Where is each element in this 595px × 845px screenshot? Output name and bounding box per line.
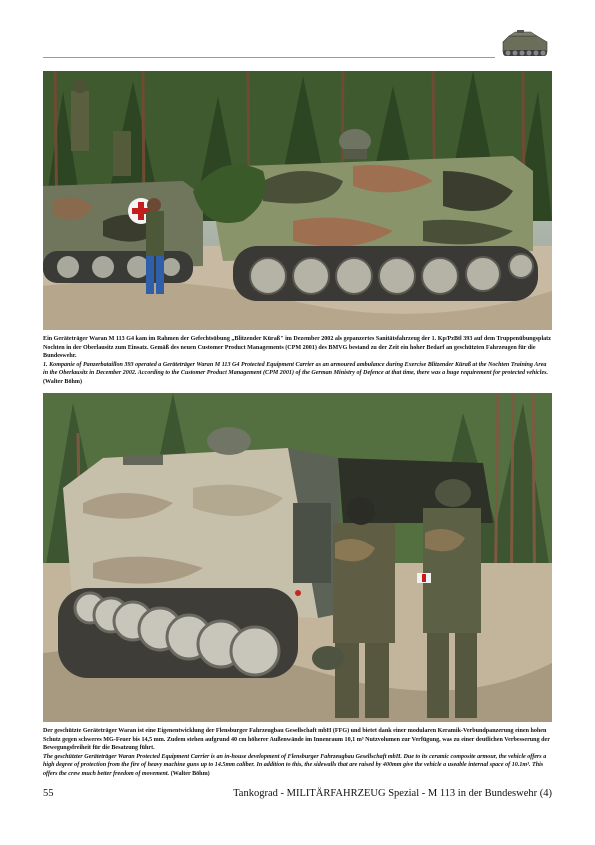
caption-german: Ein Geräteträger Waran M 113 G4 kam im Rahmen der Gefechtsübung „Blitzender Küraß" im Dezember 2002 als gepanzertes Sanitätsfahrzeug der 1. Kp/PzBtl 393 auf dem Truppenübungsplatz Nochten in der Oberlausitz zum Einsatz. Gemäß des neuen Customer Product Managements (CPM 2001) des BMVG bestand zu der Zeit ein hoher Bedarf an geschützten Fahrzeugen für die Bundeswehr.	[43, 336, 551, 360]
header-rule	[43, 57, 495, 58]
caption-english-text: 1. Kompanie of Panzerbataillon 393 operated a Geräteträger Waran M 113 G4 Protected Equipment Carrier as an armoured ambulance during Exercise Blitzender Küraß at the Nochten Training Area in the Oberlausitz in December 2002. According to the Customer Product Management (CPM 2001) of the German Ministry of Defence at that time, there was a huge requirement for protected vehicles.	[43, 361, 549, 377]
caption-english-text: The geschützter Geräteträger Waran Protected Equipment Carrier is an in-house development of Flensburger Fahrzeugbau Gesellschaft mbH. Due to its ceramic composite armour, the vehicle offers a high degree of protection from the fire of heavy machine guns up to 14.5mm caliber. In addition to this, the sidewalls that are raised by 400mm give the vehicle a useable internal space of 10.1m³. This offers the crew much better freedom of movement.	[43, 753, 547, 777]
photo-credit: (Walter Böhm)	[170, 770, 210, 777]
m113-vehicle-icon	[497, 28, 551, 62]
caption-figure-2	[43, 727, 552, 779]
page-number: 55	[43, 788, 54, 799]
photo-armoured-ambulance	[43, 71, 552, 330]
photo-waran-rear-view	[43, 393, 552, 722]
caption-german: Der geschützte Geräteträger Waran ist eine Eigenentwicklung der Flensburger Fahrzeugbau Gesellschaft mbH (FFG) und bietet dank einer modularen Keramik-Verbundpanzerung einen hohen Schutz gegen schweres MG-Feuer bis 14,5 mm. Zudem stehen aufgrund 40 cm höherer Außenwände im Innenraum 10,1 m³ Nutzvolumen zur Verfügung, was zu einer deutlichen Verbesserung der Bewegungsfreiheit für die Besatzung führt.	[43, 728, 550, 752]
photo-credit: (Walter Böhm)	[43, 378, 82, 385]
caption-figure-1	[43, 335, 552, 387]
running-title: Tankograd - MILITÄRFAHRZEUG Spezial - M 113 in der Bundeswehr (4)	[233, 788, 552, 799]
caption-english	[43, 361, 552, 387]
caption-english	[43, 753, 552, 779]
